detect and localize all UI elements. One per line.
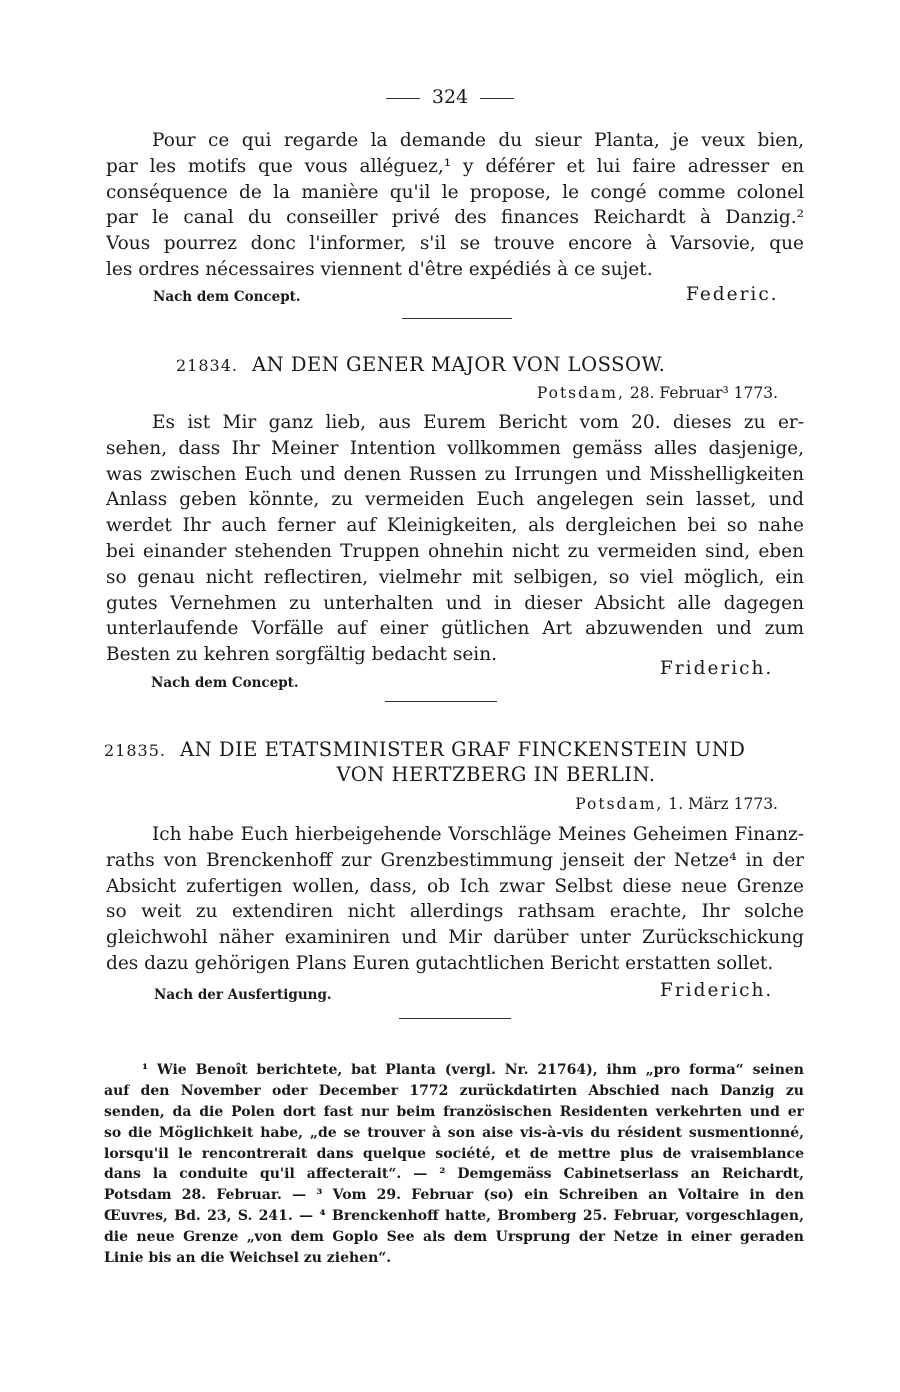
footnote-line: dans la conduite qu'il affecterait“. — ² Demgemäss Cabinetserlass an Reichardt, (104, 1166, 804, 1183)
letter-addressee: AN DIE ETATSMINISTER GRAF FINCKENSTEIN UND (179, 738, 746, 761)
text-line: gutes Vernehmen zu unterhalten und in dieser Absicht alle dagegen (106, 592, 804, 614)
footnote-line: so die Möglichkeit habe, „de se trouver à son aise vis-à-vis du résident susmentionné, (104, 1124, 804, 1141)
footnote-line: Potsdam 28. Februar. — ³ Vom 29. Februar (so) ein Schreiben an Voltaire in den (104, 1187, 804, 1204)
footnote-line: Linie bis an die Weichsel zu ziehen“. (104, 1250, 392, 1267)
footnote-line: lorsqu'il le rencontrerait dans quelque société, et de mettre plus de vraisemblance (104, 1145, 804, 1162)
text-line: Pour ce qui regarde la demande du sieur Planta, je veux bien, (152, 130, 804, 151)
footnote-line: die neue Grenze „von dem Goplo See als dem Ursprung der Netze in einer geraden (104, 1229, 804, 1246)
dateline-date: 1. März 1773. (668, 795, 778, 813)
letter-heading (104, 738, 745, 761)
letter-addressee: AN DEN GENER MAJOR VON LOSSOW. (251, 353, 666, 376)
dateline (537, 384, 778, 402)
dateline (575, 795, 778, 813)
text-line: Absicht zufertigen wollen, dass, ob Ich zwar Selbst diese neue Grenze (106, 875, 804, 897)
page-number: 324 (431, 86, 469, 108)
source-note: Nach der Ausfertigung. (154, 987, 332, 1003)
letter-heading-line-2: VON HERTZBERG IN BERLIN. (336, 763, 656, 786)
section-divider (385, 701, 497, 702)
footnote-line: Œuvres, Bd. 23, S. 241. — ⁴ Brenckenhoff hatte, Bromberg 25. Februar, vorgeschlagen, (104, 1208, 804, 1225)
letter-21834-body (106, 410, 804, 668)
text-line: par les motifs que vous alléguez,¹ y déférer et lui faire adresser en (106, 155, 804, 177)
text-line: raths von Brenckenhoff zur Grenzbestimmung jenseit der Netze⁴ in der (106, 849, 804, 871)
text-line: gleichwohl näher examiniren und Mir darüber unter Zurückschickung (106, 927, 804, 949)
text-line: Vous pourrez donc l'informer, s'il se trouve encore à Varsovie, que (106, 233, 804, 255)
dateline-place: Potsdam, (536, 384, 625, 402)
text-line: was zwischen Euch und denen Russen zu Irrungen und Misshelligkeiten (106, 463, 804, 485)
section-divider (402, 318, 512, 319)
page-number-dash-right (480, 98, 514, 99)
text-line: sehen, dass Ihr Meiner Intention vollkommen gemäss alles dasjenige, (106, 437, 804, 459)
text-line: so genau nicht reflectiren, vielmehr mit selbigen, so viel möglich, ein (106, 566, 804, 588)
text-line: bei einander stehenden Truppen ohnehin nicht zu vermeiden sind, eben (106, 540, 804, 562)
page-number-dash-left (386, 98, 420, 99)
text-line: Anlass geben könnte, zu vermeiden Euch angelegen sein lasset, und (106, 489, 804, 511)
letter-number: 21835. (104, 741, 166, 760)
text-line: unterlaufende Vorfälle auf einer gütlichen Art abzuwenden und zum (106, 618, 804, 640)
footnote-line: senden, da die Polen dort fast nur beim französischen Residenten verkehrten und er (104, 1103, 804, 1120)
text-line: des dazu gehörigen Plans Euren gutachtlichen Bericht erstatten sollet. (106, 952, 774, 974)
footnotes (104, 1060, 804, 1269)
footnote-line: auf den November oder December 1772 zurückdatirten Abschied nach Danzig zu (104, 1082, 804, 1099)
text-line: conséquence de la manière qu'il le propose, le congé comme colonel (106, 181, 804, 203)
text-line: Besten zu kehren sorgfältig bedacht sein. (106, 644, 498, 666)
letter-prev-body (106, 128, 804, 283)
dateline-date: 28. Februar³ 1773. (629, 384, 778, 402)
letter-number: 21834. (176, 356, 238, 375)
letter-heading (176, 353, 665, 376)
text-line: par le canal du conseiller privé des finances Reichardt à Danzig.² (106, 207, 804, 229)
signature: Friderich. (660, 658, 774, 679)
text-line: so weit zu extendiren nicht allerdings rathsam erachte, Ihr solche (106, 901, 804, 923)
source-note: Nach dem Concept. (151, 675, 299, 691)
text-line: Es ist Mir ganz lieb, aus Eurem Bericht vom 20. dieses zu er- (152, 412, 804, 433)
footnote-line: ¹ Wie Benoît berichtete, bat Planta (vergl. Nr. 21764), ihm „pro forma“ seinen (142, 1062, 804, 1078)
text-line: les ordres nécessaires viennent d'être expédiés à ce sujet. (106, 258, 653, 280)
dateline-place: Potsdam, (575, 795, 664, 813)
signature: Friderich. (660, 980, 774, 1001)
page-number-line (0, 86, 900, 108)
section-divider (399, 1018, 511, 1019)
text-line: Ich habe Euch hierbeigehende Vorschläge Meines Geheimen Finanz- (152, 824, 804, 845)
signature: Federic. (686, 284, 779, 305)
letter-21835-body (106, 822, 804, 977)
source-note: Nach dem Concept. (153, 289, 301, 305)
text-line: werdet Ihr auch ferner auf Kleinigkeiten, als dergleichen bei so nahe (106, 515, 804, 537)
